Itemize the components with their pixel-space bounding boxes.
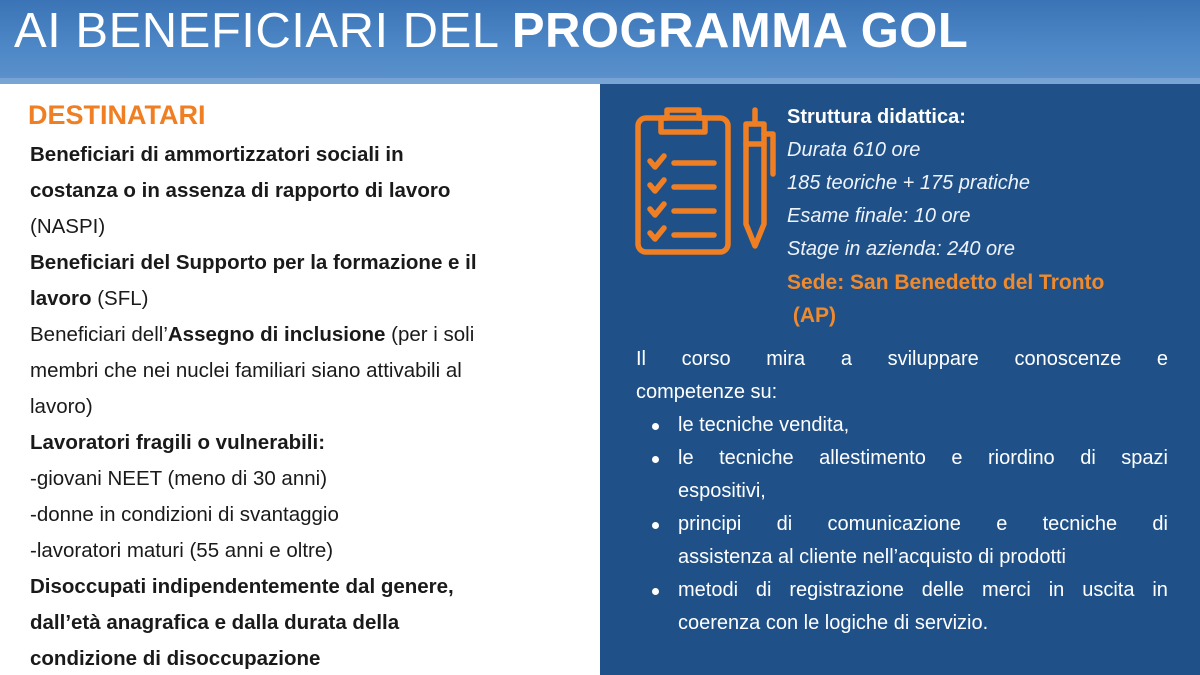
recipients-text-segment: -lavoratori maturi (55 anni e oltre): [30, 539, 334, 562]
recipients-bold-text: dall’età anagrafica e dalla durata della: [30, 611, 400, 634]
recipients-line: [30, 569, 590, 605]
skill-bullet-line: [678, 442, 1168, 475]
skill-word: tecniche: [1042, 513, 1118, 535]
course-description: [636, 343, 1168, 640]
skill-bullet-line: [678, 508, 1168, 541]
skill-bullet: [636, 442, 1168, 508]
recipients-line: [30, 353, 590, 389]
skill-word: spazi: [1121, 447, 1168, 469]
banner-title-bold: PROGRAMMA GOL: [511, 4, 969, 58]
intro-word: sviluppare: [887, 348, 979, 370]
recipients-bold-text: Beneficiari del Supporto per la formazione e il: [30, 251, 477, 274]
recipients-bold-text: costanza o in assenza di rapporto di lavoro: [30, 179, 451, 202]
recipients-text-segment: membri che nei nuclei familiari siano attivabili al: [30, 359, 462, 382]
skill-word: in: [1048, 579, 1065, 601]
recipients-text-segment: (per i soli: [385, 323, 475, 346]
skill-bullet-line: coerenza con le logiche di servizio.: [678, 612, 989, 634]
skill-word: in: [1152, 579, 1168, 601]
skill-bullet-line: le tecniche vendita,: [678, 414, 850, 436]
course-intro-line: [636, 343, 1168, 376]
recipients-text-segment: lavoro): [30, 395, 93, 418]
skill-word: comunicazione: [827, 513, 961, 535]
banner-title: [14, 0, 968, 62]
recipients-text-segment: -donne in condizioni di svantaggio: [30, 503, 339, 526]
intro-word: Il: [636, 348, 646, 370]
structure-hours-split: 185 teoriche + 175 pratiche: [787, 172, 1030, 194]
recipients-bold-text: Lavoratori fragili o vulnerabili:: [30, 431, 326, 454]
recipients-bold-text: Disoccupati indipendentemente dal genere,: [30, 575, 454, 598]
recipients-bold-text: lavoro: [30, 287, 92, 310]
structure-duration: Durata 610 ore: [787, 139, 921, 161]
skill-word: riordino: [987, 447, 1055, 469]
recipients-line: [30, 389, 590, 425]
recipients-line: [30, 641, 590, 675]
skill-word: di: [1152, 513, 1168, 535]
header-banner: [0, 0, 1200, 84]
intro-word: e: [1156, 348, 1168, 370]
skill-word: allestimento: [819, 447, 926, 469]
course-structure: [787, 101, 1104, 332]
skill-bullet-line: espositivi,: [678, 480, 766, 502]
intro-word: conoscenze: [1014, 348, 1122, 370]
recipients-bold-text: Beneficiari di ammortizzatori sociali in: [30, 143, 404, 166]
skill-word: principi: [678, 513, 742, 535]
skill-word: registrazione: [789, 579, 904, 601]
skill-word: merci: [981, 579, 1031, 601]
skills-list: [636, 409, 1168, 640]
recipients-line: [30, 209, 590, 245]
skill-bullet-line: [678, 574, 1168, 607]
skill-word: e: [951, 447, 963, 469]
intro-word: a: [840, 348, 852, 370]
recipients-line: [30, 137, 590, 173]
intro-word: mira: [766, 348, 806, 370]
clipboard-checklist-pencil-icon: [634, 104, 784, 256]
recipients-line: [30, 425, 590, 461]
intro-word: corso: [681, 348, 731, 370]
recipients-heading: DESTINATARI: [28, 100, 206, 130]
skill-word: metodi: [678, 579, 739, 601]
recipients-text-segment: Beneficiari dell’: [30, 323, 168, 346]
structure-final-exam: Esame finale: 10 ore: [787, 205, 971, 227]
skill-word: tecniche: [719, 447, 794, 469]
recipients-line: [30, 173, 590, 209]
skill-word: e: [996, 513, 1008, 535]
recipients-line: [30, 317, 590, 353]
structure-stage: Stage in azienda: 240 ore: [787, 238, 1015, 260]
bullet-dot-icon: [652, 456, 659, 463]
course-location-province: (AP): [787, 304, 836, 327]
recipients-text-segment: (SFL): [91, 287, 149, 310]
recipients-line: [30, 533, 590, 569]
course-location: Sede: San Benedetto del Tronto: [787, 271, 1105, 294]
bullet-dot-icon: [652, 522, 659, 529]
recipients-text-segment: (NASPI): [30, 215, 106, 238]
skill-word: di: [776, 513, 793, 535]
course-intro-line: competenze su:: [636, 381, 778, 403]
banner-title-light: AI BENEFICIARI DEL: [14, 4, 498, 58]
recipients-line: [30, 461, 590, 497]
bullet-dot-icon: [652, 423, 659, 430]
bullet-dot-icon: [652, 588, 659, 595]
skill-word: uscita: [1082, 579, 1135, 601]
recipients-bold-text: condizione di disoccupazione: [30, 647, 321, 670]
skill-word: le: [678, 447, 694, 469]
recipients-line: [30, 605, 590, 641]
skill-bullet: [636, 409, 1168, 442]
recipients-text-segment: -giovani NEET (meno di 30 anni): [30, 467, 328, 490]
recipients-bold-text: Assegno di inclusione: [167, 323, 386, 346]
recipients-column: [0, 84, 600, 675]
skill-bullet: [636, 508, 1168, 574]
recipients-text: [30, 137, 590, 675]
recipients-line: [30, 281, 590, 317]
course-info-panel: [600, 84, 1200, 675]
skill-word: delle: [921, 579, 965, 601]
recipients-line: [30, 497, 590, 533]
skill-word: di: [755, 579, 772, 601]
skill-bullet: [636, 574, 1168, 640]
structure-title: Struttura didattica:: [787, 106, 966, 128]
skill-word: di: [1080, 447, 1096, 469]
recipients-line: [30, 245, 590, 281]
skill-bullet-line: assistenza al cliente nell’acquisto di prodotti: [678, 546, 1066, 568]
